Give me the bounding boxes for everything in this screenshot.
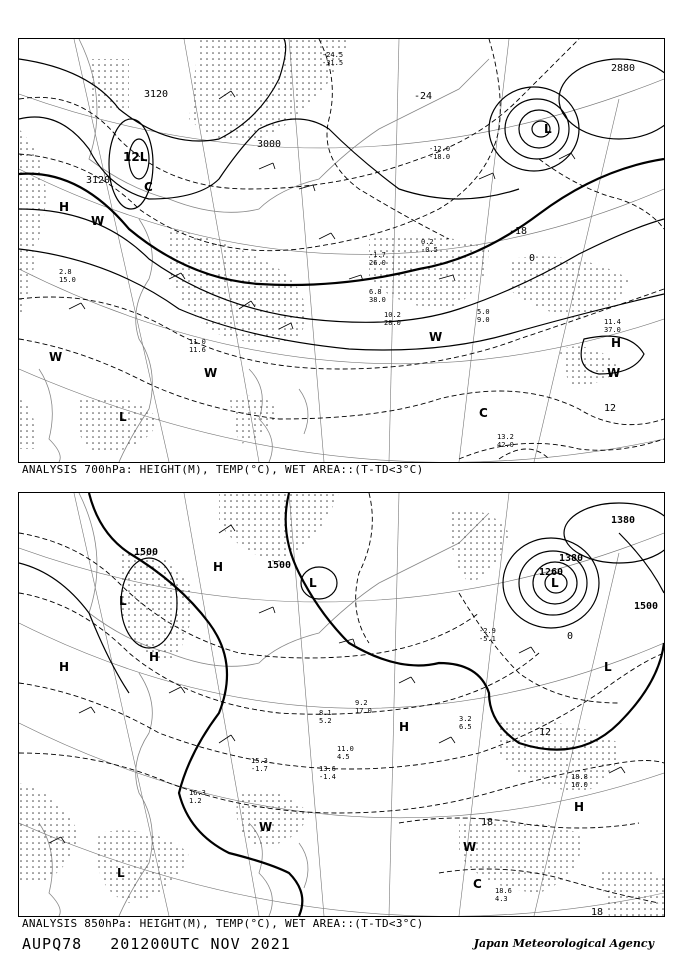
contour-label: 1500 [267, 560, 292, 571]
contour-label: 1380 [559, 553, 584, 564]
contour-label: 18 [591, 907, 604, 916]
station-obs: 13.2 42.0 [497, 433, 514, 449]
high-center-marker: H [399, 720, 410, 734]
station-obs: 13.6 -1.4 [319, 765, 336, 781]
high-center-marker: H [149, 650, 160, 664]
contour-label: 12 [539, 727, 552, 738]
warm-center-marker: W [259, 820, 273, 834]
station-obs: 9.2 17.0 [355, 699, 372, 715]
contour-label: 3120 [86, 175, 111, 186]
map-panel-700hpa [18, 38, 665, 463]
station-obs: -12.0 -18.0 [429, 145, 451, 161]
station-obs: 16.3 1.2 [189, 789, 206, 805]
contour-label: 0 [567, 631, 574, 642]
low-center-marker: L [544, 122, 552, 136]
station-obs: 18.6 4.3 [495, 887, 512, 903]
caption-850hpa: ANALYSIS 850hPa: HEIGHT(M), TEMP(°C), WET AREA::(T-TD<3°C) [22, 917, 424, 930]
high-center-marker: H [611, 336, 622, 350]
station-obs: -2.9 -5.1 [479, 627, 496, 643]
contour-label: 1500 [634, 601, 659, 612]
contour-label: 1500 [134, 547, 159, 558]
warm-center-marker: W [49, 350, 63, 364]
contour-label: 3120 [144, 89, 169, 100]
contour-label: -24 [414, 91, 433, 102]
contour-label: 12 [604, 403, 617, 414]
map-700hpa-svg [19, 39, 664, 462]
station-obs: -24.5 -31.5 [322, 51, 344, 67]
product-code: AUPQ78 [22, 935, 83, 953]
high-center-marker: H [213, 560, 224, 574]
low-center-marker: L [117, 866, 125, 880]
warm-center-marker: W [91, 214, 105, 228]
warm-center-marker: W [204, 366, 218, 380]
valid-time: 201200UTC NOV 2021 [110, 935, 291, 953]
high-center-marker: H [574, 800, 585, 814]
cold-center-marker: C [473, 877, 482, 891]
station-obs: 6.8 38.0 [369, 288, 386, 304]
contour-label: 0 [529, 253, 536, 264]
low-center-marker: 12L [123, 150, 148, 164]
cold-center-marker: C [144, 180, 153, 194]
station-obs: -1.7 26.0 [369, 251, 386, 267]
station-obs: 2.8 15.0 [59, 268, 76, 284]
cold-center-marker: C [479, 406, 488, 420]
caption-700hpa: ANALYSIS 700hPa: HEIGHT(M), TEMP(°C), WET AREA::(T-TD<3°C) [22, 463, 424, 476]
low-center-marker: L [119, 594, 127, 608]
contour-label: 1260 [539, 567, 564, 578]
station-obs: 8.1 5.2 [319, 709, 332, 725]
low-center-marker: L [604, 660, 612, 674]
station-obs: 15.3 -1.7 [251, 757, 268, 773]
station-obs: 11.0 4.5 [337, 745, 354, 761]
agency-name: Japan Meteorological Agency [473, 937, 654, 950]
station-obs: 10.2 28.0 [384, 311, 401, 327]
contour-label: -18 [509, 226, 528, 237]
high-center-marker: H [59, 660, 70, 674]
warm-center-marker: W [607, 366, 621, 380]
contour-label: 1380 [611, 515, 636, 526]
station-obs: 11.4 37.0 [604, 318, 621, 334]
contour-label: 3000 [257, 139, 282, 150]
warm-center-marker: W [463, 840, 477, 854]
warm-center-marker: W [429, 330, 443, 344]
low-center-marker: L [551, 576, 559, 590]
map-850hpa-svg [19, 493, 664, 916]
station-obs: 5.0 9.0 [477, 308, 490, 324]
low-center-marker: L [119, 410, 127, 424]
station-obs: 0.2 -0.5 [421, 238, 438, 254]
station-obs: 3.2 6.5 [459, 715, 472, 731]
product-header [22, 935, 309, 953]
map-panel-850hpa [18, 492, 665, 917]
contour-label: 2880 [611, 63, 636, 74]
high-center-marker: H [59, 200, 70, 214]
contour-label: 18 [481, 817, 494, 828]
station-obs: 11.0 11.6 [189, 338, 206, 354]
wet-area-stipple [89, 59, 129, 109]
low-center-marker: L [309, 576, 317, 590]
station-obs: 18.8 16.0 [571, 773, 588, 789]
